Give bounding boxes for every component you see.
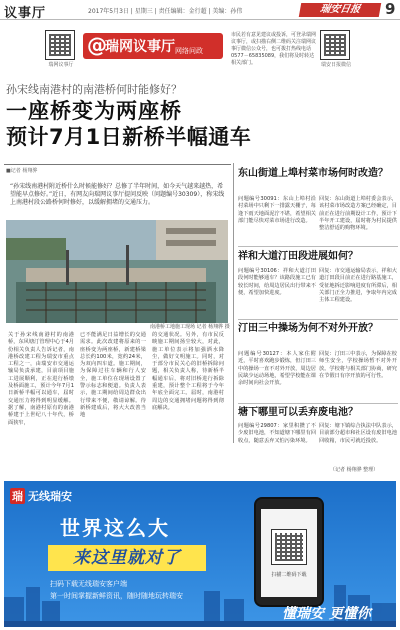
app-logo-icon: 瑞 (12, 490, 23, 503)
qa-answer: 回复：东山街道上埠村委会表示，该村菜市场改造方案已经确定，目前正在进行前期设计工作，预计下半年开工建设，届时将为村民提供整洁舒适的购物环境。 (319, 196, 397, 232)
ad-slogan: 懂瑞安 更懂你 (282, 606, 371, 622)
ad-logo (10, 488, 72, 504)
article-title-line1: 一座桥变为两座桥 (6, 99, 182, 123)
page-header (0, 0, 400, 20)
forum-brand-sub: 网络问政 (175, 47, 203, 55)
construction-photo-image (6, 220, 228, 323)
phone-mockup (254, 497, 324, 607)
forum-brand (83, 33, 223, 59)
forum-brand-name: 瑞网议事厅 (105, 39, 175, 55)
phone-screen-text: 扫描二维码下载 (271, 572, 307, 578)
app-advertisement[interactable] (4, 481, 396, 627)
ad-line-2: 第一时间掌握新鲜资讯，随时随地玩转瑞安 (50, 592, 183, 600)
qa-question: 问题编号30091：东山上埠村沿村菜场中只剩下一排露天棚子，每逢下雨天地面泥泞不堪，希望相关部门能尽快对菜市场进行改造。 (238, 196, 316, 224)
divider (238, 403, 398, 404)
article-title-line2: 预计7月1日新桥半幅通车 (6, 125, 252, 149)
qa-title: 祥和大道汀田段进展如何？ (238, 251, 358, 262)
column-divider (233, 163, 234, 443)
qr-code-download[interactable] (271, 529, 307, 565)
article-kicker: 孙宋线南港村的南港桥何时能修好？ (6, 83, 182, 96)
qr-code-right[interactable] (320, 30, 350, 60)
qa-title: 汀田三中操场为何不对外开放？ (238, 323, 378, 334)
ad-subheadline: 来这里就对了 (48, 545, 206, 571)
qr-code-left[interactable] (45, 30, 75, 60)
page-number: 9 (385, 0, 396, 18)
article-byline: ■记者 杨翔骅 (6, 168, 38, 174)
qa-title: 塘下哪里可以丢弃废电池？ (238, 407, 358, 418)
divider (4, 164, 231, 165)
qa-signature: （记者 杨翔骅 整理） (330, 467, 379, 473)
article-lede: “孙宋线南港村附近桥什么时候能修好？总修了半年时间，如今天气越来越热，希望能早点修好。”近日，有网友向瑞网议事厅提问反映（问题编号30309），称宋线上南港村段公路桥何时修好，以缓解拥堵的交通压力。 (10, 183, 225, 206)
ad-line-1: 扫码下载无线瑞安客户端 (50, 580, 127, 588)
article-column-2: 已不能满足日益增长的交通需求。此次改建将原来的一座桥变为两座桥，新建桥梁总长约100米，宽约24米，为双向四车道。施工期间，为保障过往车辆和行人安全，施工单位在现场设置了警示标志和便道。负责人表示，施工期间给周边群众出行带来不便，敬请谅解。待新桥建成后，将大大改善当地 (80, 332, 146, 419)
at-icon: @ (87, 33, 107, 57)
article-column-3: 的交通状况。另外，有市民反映施工期间扬尘较大，对此，施工单位表示将加强洒水降尘，做好文明施工。同时，对于部分市民关心的旧桥拆除问题，相关负责人称，待新桥半幅通车后，将对旧桥进行拆除重建，预计整个工程将于今年年底全面完工。届时，南港村周边的交通拥堵问题将得到彻底解决。 (152, 332, 224, 411)
photo-caption: 南港桥工地施工现场 记者 杨翔骅 摄 (150, 324, 230, 330)
divider (238, 319, 398, 320)
forum-description: 市民若有意见建议或投诉，可登录瑞网议事厅，或扫描右侧二维码关注瑞网议事厅微信公众号，也可拨打热线电话0577－65835089，我们将及时转达相关部门。 (231, 32, 317, 66)
qa-question: 问题编号29807：家里积攒了不少废旧电池，不知道塘下哪里有回收点，随意丢弃又怕污染环境。 (238, 423, 316, 444)
qa-answer: 回复：塘下镇综合执法中队表示，目前部分超市和社区设有废旧电池回收箱，市民可就近投放。 (319, 423, 397, 444)
article-column-1: 关于孙宋线南港村的南港桥，东风塘汀管理中心于4月份相关负责人告诉记者，南港桥改建工程为瑞安市重点工程之一，由瑞安市交通运输局负责承建，目前项目施工进展顺利，正在进行桥墩及桥面施工，预计今年7月1日新桥半幅可以通车，届时交通压力将得到明显缓解。据了解，南港村原有的南港桥建于上世纪八十年代，桥面狭窄， (8, 332, 74, 426)
qr-caption-left: 瑞网议事厅 (48, 62, 74, 68)
qa-question: 问题编号30127：本人家住附近，平时喜欢跑步锻炼，但汀田三中的操场一直不对外开放，周边居民缺少运动场地，希望学校能在课余时间向社会开放。 (238, 351, 316, 387)
ad-logo-text: 无线瑞安 (28, 490, 72, 503)
section-title: 议事厅 (4, 6, 47, 21)
construction-photo (6, 220, 228, 323)
qr-caption-right: 瑞安日报微信 (320, 62, 351, 68)
forum-banner (45, 28, 355, 68)
qa-answer: 回复：市交通运输局表示，祥和大道汀田段目前正在进行路基施工，受征地拆迁影响进度有所滞后，相关部门正全力推进，争取年内完成主体工程建设。 (319, 268, 397, 304)
qa-answer: 回复：汀田三中表示，为保障在校师生安全，学校操场暂不对外开放。学校将与相关部门协商，研究在节假日有序开放的可行性。 (319, 351, 397, 379)
qa-question: 问题编号30106：祥和大道汀田段何时能够通车？该路段施工已有较长时间，给周边居民出行带来不便，希望加快进度。 (238, 268, 316, 296)
newspaper-logo: 瑞安日报 (299, 3, 381, 17)
divider (238, 246, 398, 247)
qa-title: 东山街道上埠村菜市场何时改造？ (238, 168, 388, 179)
ad-headline: 世界这么大 (60, 516, 170, 540)
phone-screen (261, 509, 317, 597)
issue-meta: 2017年5月3日 | 星期三 | 责任编辑：金行超 | 美编：孙伟 (88, 8, 243, 15)
